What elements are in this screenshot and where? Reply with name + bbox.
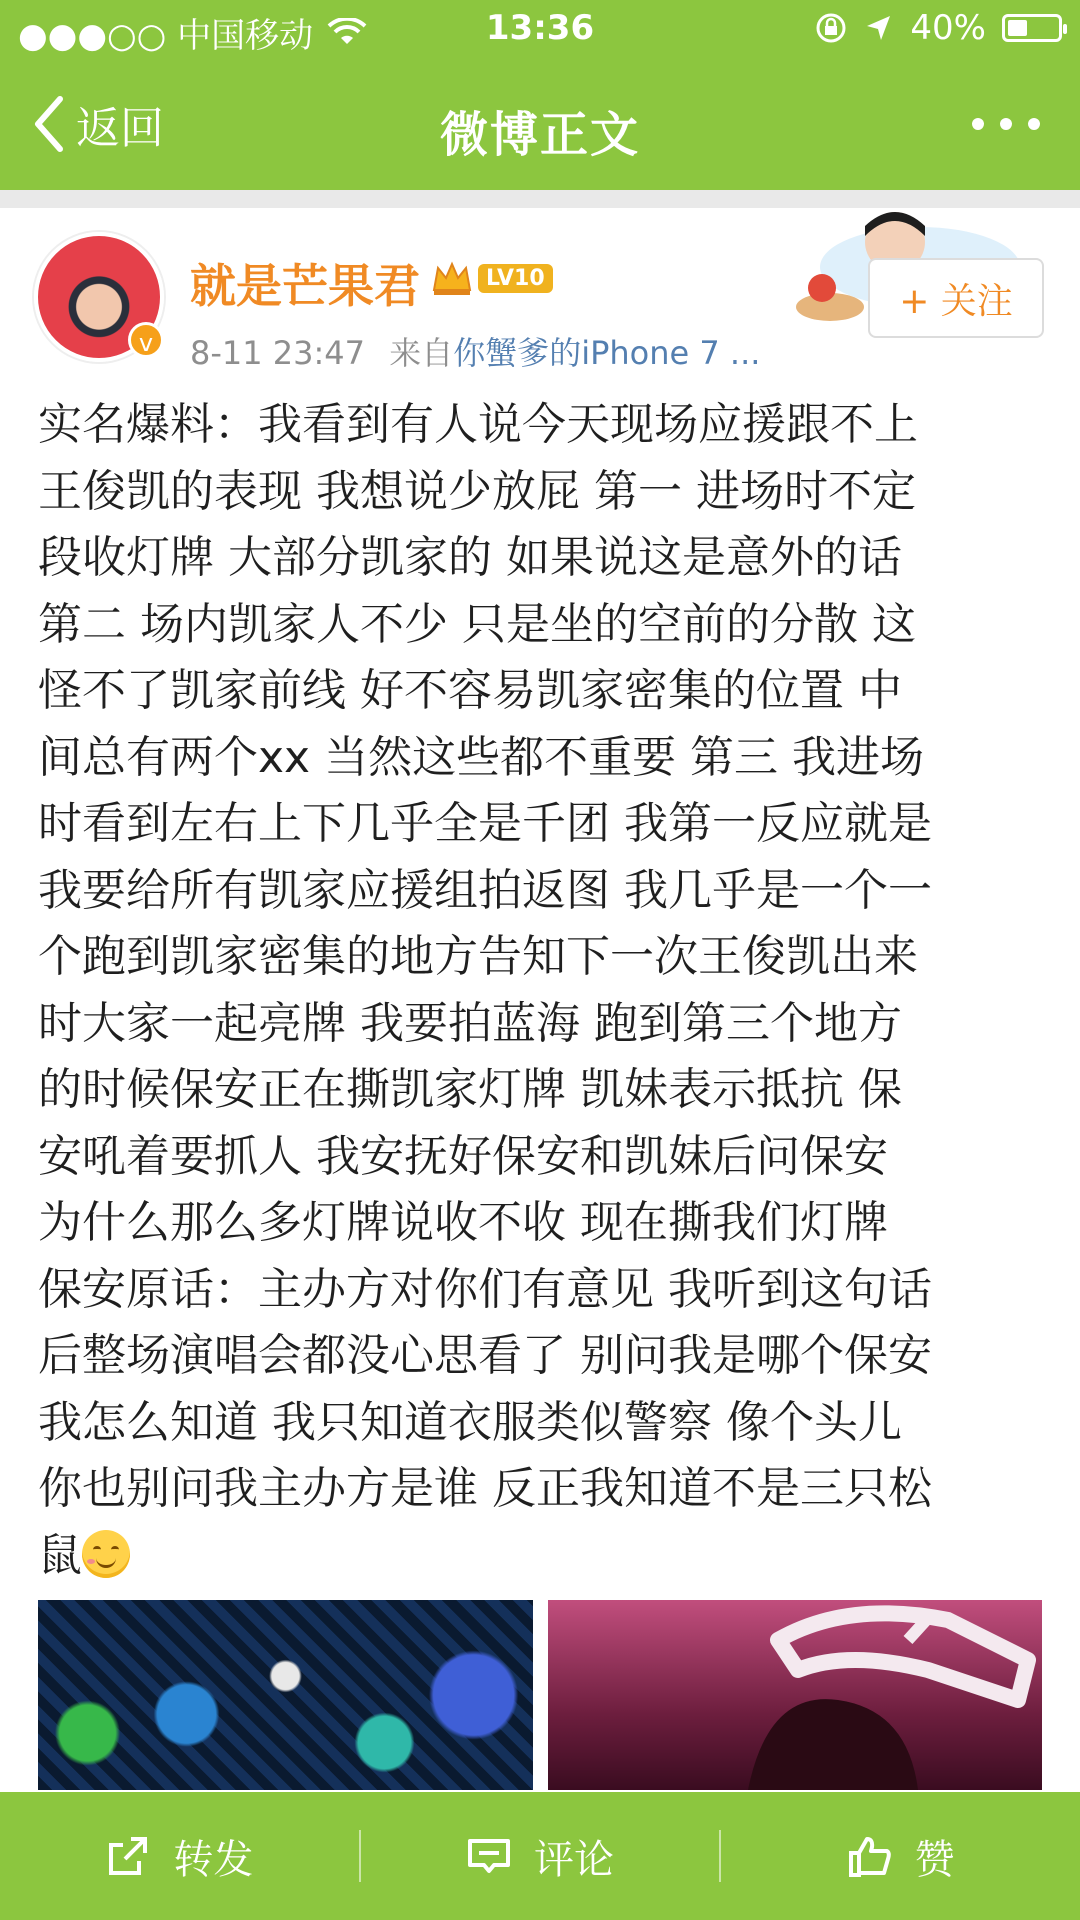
last-line-text: 鼠 [38, 1529, 82, 1581]
content-line: 时大家一起亮牌 我要拍蓝海 跑到第三个地方 [38, 997, 902, 1049]
follow-button[interactable] [868, 258, 1044, 338]
post-source[interactable]: 你蟹爹的iPhone 7 ... [453, 334, 761, 372]
content-line: 怪不了凯家前线 好不容易凯家密集的位置 中 [38, 665, 902, 716]
content-line: 实名爆料：我看到有人说今天现场应援跟不上 [38, 399, 918, 450]
more-button[interactable] [972, 118, 1040, 130]
rotation-lock-icon [814, 11, 848, 45]
location-arrow-icon [864, 13, 894, 43]
top-bar [0, 0, 1080, 190]
comment-button[interactable] [361, 1828, 720, 1885]
comment-icon [466, 1833, 512, 1879]
comment-label: 评论 [534, 1836, 614, 1883]
carrier-label: ●●●○○ 中国移动 [18, 16, 314, 56]
repost-button[interactable] [0, 1828, 359, 1885]
content-line: 后整场演唱会都没心思看了 别问我是哪个保安 [38, 1330, 932, 1381]
smile-emoji-icon [82, 1530, 130, 1578]
like-button[interactable] [721, 1828, 1080, 1885]
content-line: 王俊凯的表现 我想说少放屁 第一 进场时不定 [38, 465, 916, 517]
more-dot-icon [972, 118, 984, 130]
post-content [38, 392, 1042, 1589]
thumbs-up-icon [847, 1833, 893, 1879]
more-dot-icon [1000, 118, 1012, 130]
follow-label: + 关注 [899, 280, 1013, 322]
back-label: 返回 [76, 103, 164, 154]
content-line: 间总有两个xx 当然这些都不重要 第三 我进场 [38, 731, 925, 783]
level-badge: LV10 [478, 264, 553, 293]
content-line-last [38, 1523, 1042, 1590]
post-meta [190, 328, 760, 374]
source-prefix: 来自 [389, 334, 454, 372]
content-line: 为什么那么多灯牌说收不收 现在撕我们灯牌 [38, 1197, 888, 1248]
verified-badge-icon: v [128, 322, 164, 358]
content-line: 安吼着要抓人 我安抚好保安和凯妹后问保安 [38, 1130, 888, 1182]
battery-icon [1002, 14, 1062, 42]
content-line: 个跑到凯家密集的地方告知下一次王俊凯出来 [38, 931, 918, 982]
content-line: 我怎么知道 我只知道衣服类似警察 像个头儿 [38, 1396, 902, 1448]
content-line: 第二 场内凯家人不少 只是坐的空前的分散 这 [38, 598, 916, 650]
username[interactable]: 就是芒果君 [190, 259, 420, 313]
post-image-performer[interactable] [548, 1600, 1042, 1790]
content-line: 我要给所有凯家应援组拍返图 我几乎是一个一 [38, 864, 932, 916]
content-line: 时看到左右上下几乎全是千团 我第一反应就是 [38, 798, 932, 849]
like-label: 赞 [914, 1836, 955, 1883]
post-images [38, 1600, 1042, 1790]
content-line: 的时候保安正在撕凯家灯牌 凯妹表示抵抗 保 [38, 1064, 902, 1115]
status-bar [0, 0, 1080, 58]
clock: 13:36 [485, 8, 595, 48]
performer-illustration-icon [548, 1600, 1042, 1790]
avatar[interactable] [34, 232, 164, 362]
separator-band [0, 190, 1080, 208]
content-line: 保安原话：主办方对你们有意见 我听到这句话 [38, 1263, 932, 1315]
more-dot-icon [1028, 118, 1040, 130]
content-line: 你也别问我主办方是谁 反正我知道不是三只松 [38, 1463, 932, 1514]
post-time: 8-11 23:47 [190, 334, 366, 372]
content-line: 段收灯牌 大部分凯家的 如果说这是意外的话 [38, 532, 902, 583]
bottom-action-bar [0, 1792, 1080, 1920]
post-image-concert-lights[interactable] [38, 1600, 533, 1790]
nav-bar [0, 70, 1080, 180]
repost-label: 转发 [173, 1836, 254, 1883]
battery-percent: 40% [910, 8, 986, 48]
page-title: 微博正文 [439, 107, 640, 163]
share-icon [105, 1833, 151, 1879]
crown-icon [430, 258, 474, 298]
